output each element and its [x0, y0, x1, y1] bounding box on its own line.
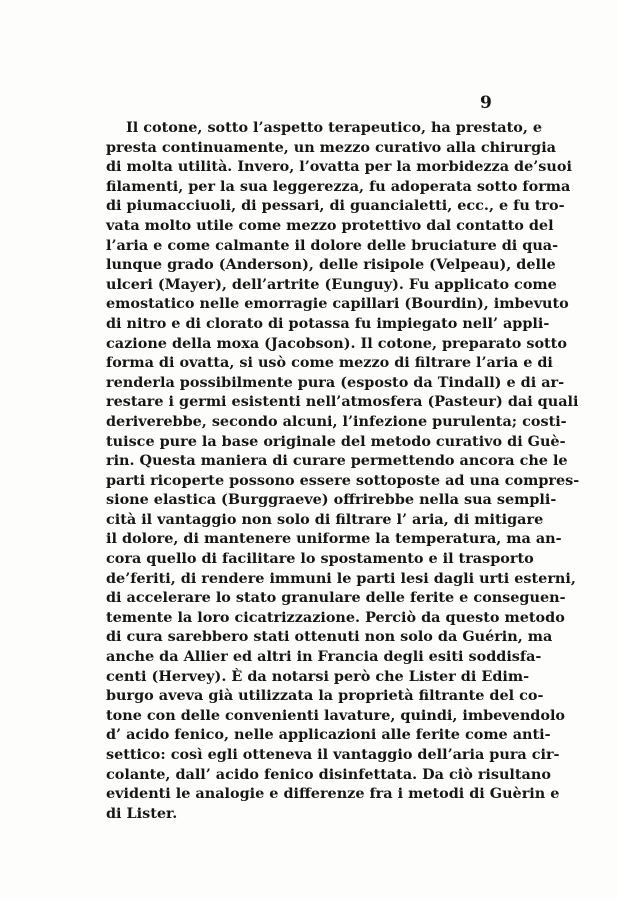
text-line: l’aria e come calmante il dolore delle bruciature di qua- — [106, 236, 559, 254]
text-line: di Lister. — [106, 804, 178, 822]
text-line: centi (Hervey). È da notarsi però che Lister di Edim- — [106, 667, 530, 685]
page-number: 9 — [480, 93, 492, 113]
text-line: temente la loro cicatrizzazione. Perciò da questo metodo — [106, 608, 565, 626]
text-line: evidenti le analogie e differenze fra i metodi di Guèrin e — [106, 785, 560, 803]
text-line: de’feriti, di rendere immuni le parti lesi dagli urti esterni, — [106, 569, 576, 587]
text-line: filamenti, per la sua leggerezza, fu adoperata sotto forma — [106, 177, 571, 195]
text-line: colante, dall’ acido fenico disinfettata. Da ciò risultano — [106, 765, 551, 783]
text-line: di accelerare lo stato granulare delle ferite e conseguen- — [106, 589, 566, 607]
text-line: cazione della moxa (Jacobson). Il cotone, preparato sotto — [106, 334, 567, 352]
text-line: restare i germi esistenti nell’atmosfera (Pasteur) dai quali — [106, 393, 579, 411]
text-line: d’ acido fenico, nelle applicazioni alle ferite come anti- — [106, 726, 551, 744]
text-line: di piumacciuoli, di pessari, di guancialetti, ecc., e fu tro- — [106, 197, 565, 215]
text-line: anche da Allier ed altri in Francia degli esiti soddisfa- — [106, 648, 542, 666]
text-line: Il cotone, sotto l’aspetto terapeutico, ha prestato, e — [126, 119, 543, 136]
text-line: settico: così egli otteneva il vantaggio dell’aria pura cir- — [106, 746, 560, 763]
text-line: ulceri (Mayer), dell’artrite (Eunguy). Fu applicato come — [106, 275, 557, 293]
text-line: burgo aveva già utilizzata la proprietà filtrante del co- — [106, 687, 544, 705]
text-line: vata molto utile come mezzo protettivo dal contatto del — [106, 216, 554, 234]
text-line: di molta utilità. Invero, l’ovatta per la morbidezza de’suoi — [106, 158, 572, 176]
text-line: parti ricoperte possono essere sottoposte ad una compres- — [106, 471, 580, 489]
text-line: rin. Questa maniera di curare permettendo ancora che le — [106, 452, 568, 470]
text-line: renderla possibilmente pura (esposto da Tindall) e di ar- — [106, 373, 565, 391]
text-line: presta continuamente, un mezzo curativo alla chirurgia — [106, 138, 556, 156]
text-line: cità il vantaggio non solo di filtrare l’ aria, di mitigare — [106, 510, 544, 528]
text-line: tone con delle convenienti lavature, quindi, imbevendolo — [106, 706, 566, 724]
text-line: il dolore, di mantenere uniforme la temperatura, ma an- — [106, 530, 562, 548]
body-text — [106, 118, 580, 823]
text-line: cora quello di facilitare lo spostamento e il trasporto — [106, 550, 534, 568]
text-line: lunque grado (Anderson), delle risipole (Velpeau), delle — [106, 256, 556, 274]
text-line: emostatico nelle emorragie capillari (Bourdin), imbevuto — [106, 295, 569, 313]
text-line: forma di ovatta, si usò come mezzo di filtrare l’aria e di — [106, 354, 553, 372]
text-line: di nitro e di clorato di potassa fu impiegato nell’ appli- — [106, 314, 550, 332]
text-line: di cura sarebbero stati ottenuti non solo da Guérin, ma — [106, 628, 553, 646]
text-line: deriverebbe, secondo alcuni, l’infezione purulenta; costi- — [106, 412, 567, 430]
text-line: tuisce pure la base originale del metodo curativo di Guè- — [106, 432, 566, 450]
text-line: sione elastica (Burggraeve) offrirebbe nella sua sempli- — [106, 491, 557, 509]
